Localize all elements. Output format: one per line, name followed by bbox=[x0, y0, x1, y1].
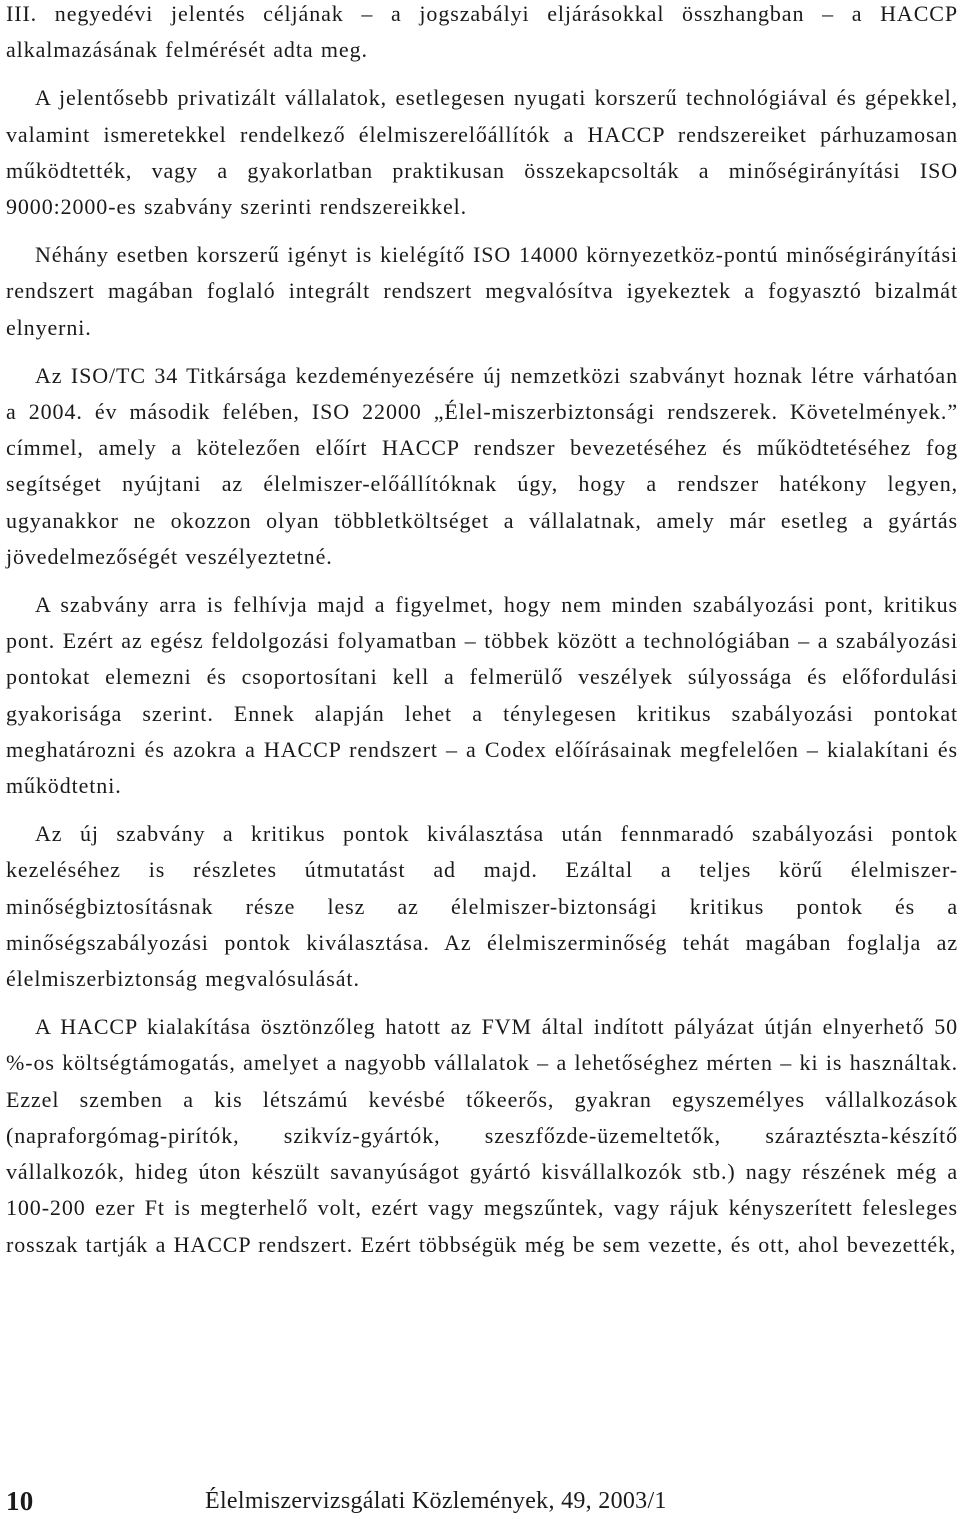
paragraph: A HACCP kialakítása ösztönzőleg hatott az FVM által indított pályázat útján elnyerhető 50 %-os költségtámogatás, amelyet a nagyobb vállalatok – a lehetőséghez mérten – ki is használtak. Ezzel szemben a kis létszámú kevésbé tőkeerős, gyakran egyszemélyes vállalkozások (napraforgómag-pirítók, szikvíz-gyártók, szeszfőzde-üzemeltetők, száraztészta-készítő vállalkozók, hideg úton készült savanyúságot gyártó kisvállalkozók stb.) nagy részének még a 100-200 ezer Ft is megterhelő volt, ezért vagy megszűntek, vagy rájuk kényszerített felesleges rosszak tartják a HACCP rendszert. Ezért többségük még be sem vezette, és ott, ahol bevezették, bbox=[6, 1014, 958, 1257]
article-body bbox=[6, 0, 958, 1263]
paragraph: III. negyedévi jelentés céljának – a jogszabályi eljárásokkal összhangban – a HACCP alkalmazásának felmérését adta meg. bbox=[6, 1, 958, 63]
page-number: 10 bbox=[6, 1486, 34, 1516]
paragraph: A jelentősebb privatizált vállalatok, esetlegesen nyugati korszerű technológiával és gépekkel, valamint ismeretekkel rendelkező élelmiszerelőállítók a HACCP rendszereiket párhuzamosan működtették, vagy a gyakorlatban praktikusan összekapcsolták a minőségirányítási ISO 9000:2000-es szabvány szerinti rendszereikkel. bbox=[6, 85, 958, 220]
paragraph: A szabvány arra is felhívja majd a figyelmet, hogy nem minden szabályozási pont, kritikus pont. Ezért az egész feldolgozási folyamatban – többek között a technológiában – a szabályozási pontokat elemezni és csoportosítani kell a felmerülő veszélyek súlyossága és előfordulási gyakorisága szerint. Ennek alapján lehet a ténylegesen kritikus szabályozási pontokat meghatározni és azokra a HACCP rendszert – a Codex előírásainak megfelelően – kialakítani és működtetni. bbox=[6, 592, 958, 799]
paragraph: Az ISO/TC 34 Titkársága kezdeményezésére új nemzetközi szabványt hoznak létre várhatóan a 2004. év második felében, ISO 22000 „Élel-miszerbiztonsági rendszerek. Követelmények.” címmel, amely a kötelezően előírt HACCP rendszer bevezetéséhez és működtetéséhez fog segítséget nyújtani az élelmiszer-előállítóknak úgy, hogy a rendszer hatékony legyen, ugyanakkor ne okozzon olyan többletköltséget a vállalatnak, amely már esetleg a gyártás jövedelmezőségét veszélyeztetné. bbox=[6, 362, 958, 569]
journal-citation: Élelmiszervizsgálati Közlemények, 49, 2003/1 bbox=[205, 1488, 667, 1514]
paragraph: Néhány esetben korszerű igényt is kielégítő ISO 14000 környezetköz-pontú minőségirányítási rendszert magában foglaló integrált rendszert megvalósítva igyekeztek a fogyasztó bizalmát elnyerni. bbox=[6, 242, 958, 340]
page-footer bbox=[6, 1483, 958, 1519]
paragraph: Az új szabvány a kritikus pontok kiválasztása után fennmaradó szabályozási pontok kezeléséhez is részletes útmutatást ad majd. Ezáltal a teljes körű élelmiszer-minőségbiztosításnak része lesz az élelmiszer-biztonsági kritikus pontok és a minőségszabályozási pontok kiválasztása. Az élelmiszerminőség tehát magában foglalja az élelmiszerbiztonság megvalósulását. bbox=[6, 821, 958, 992]
